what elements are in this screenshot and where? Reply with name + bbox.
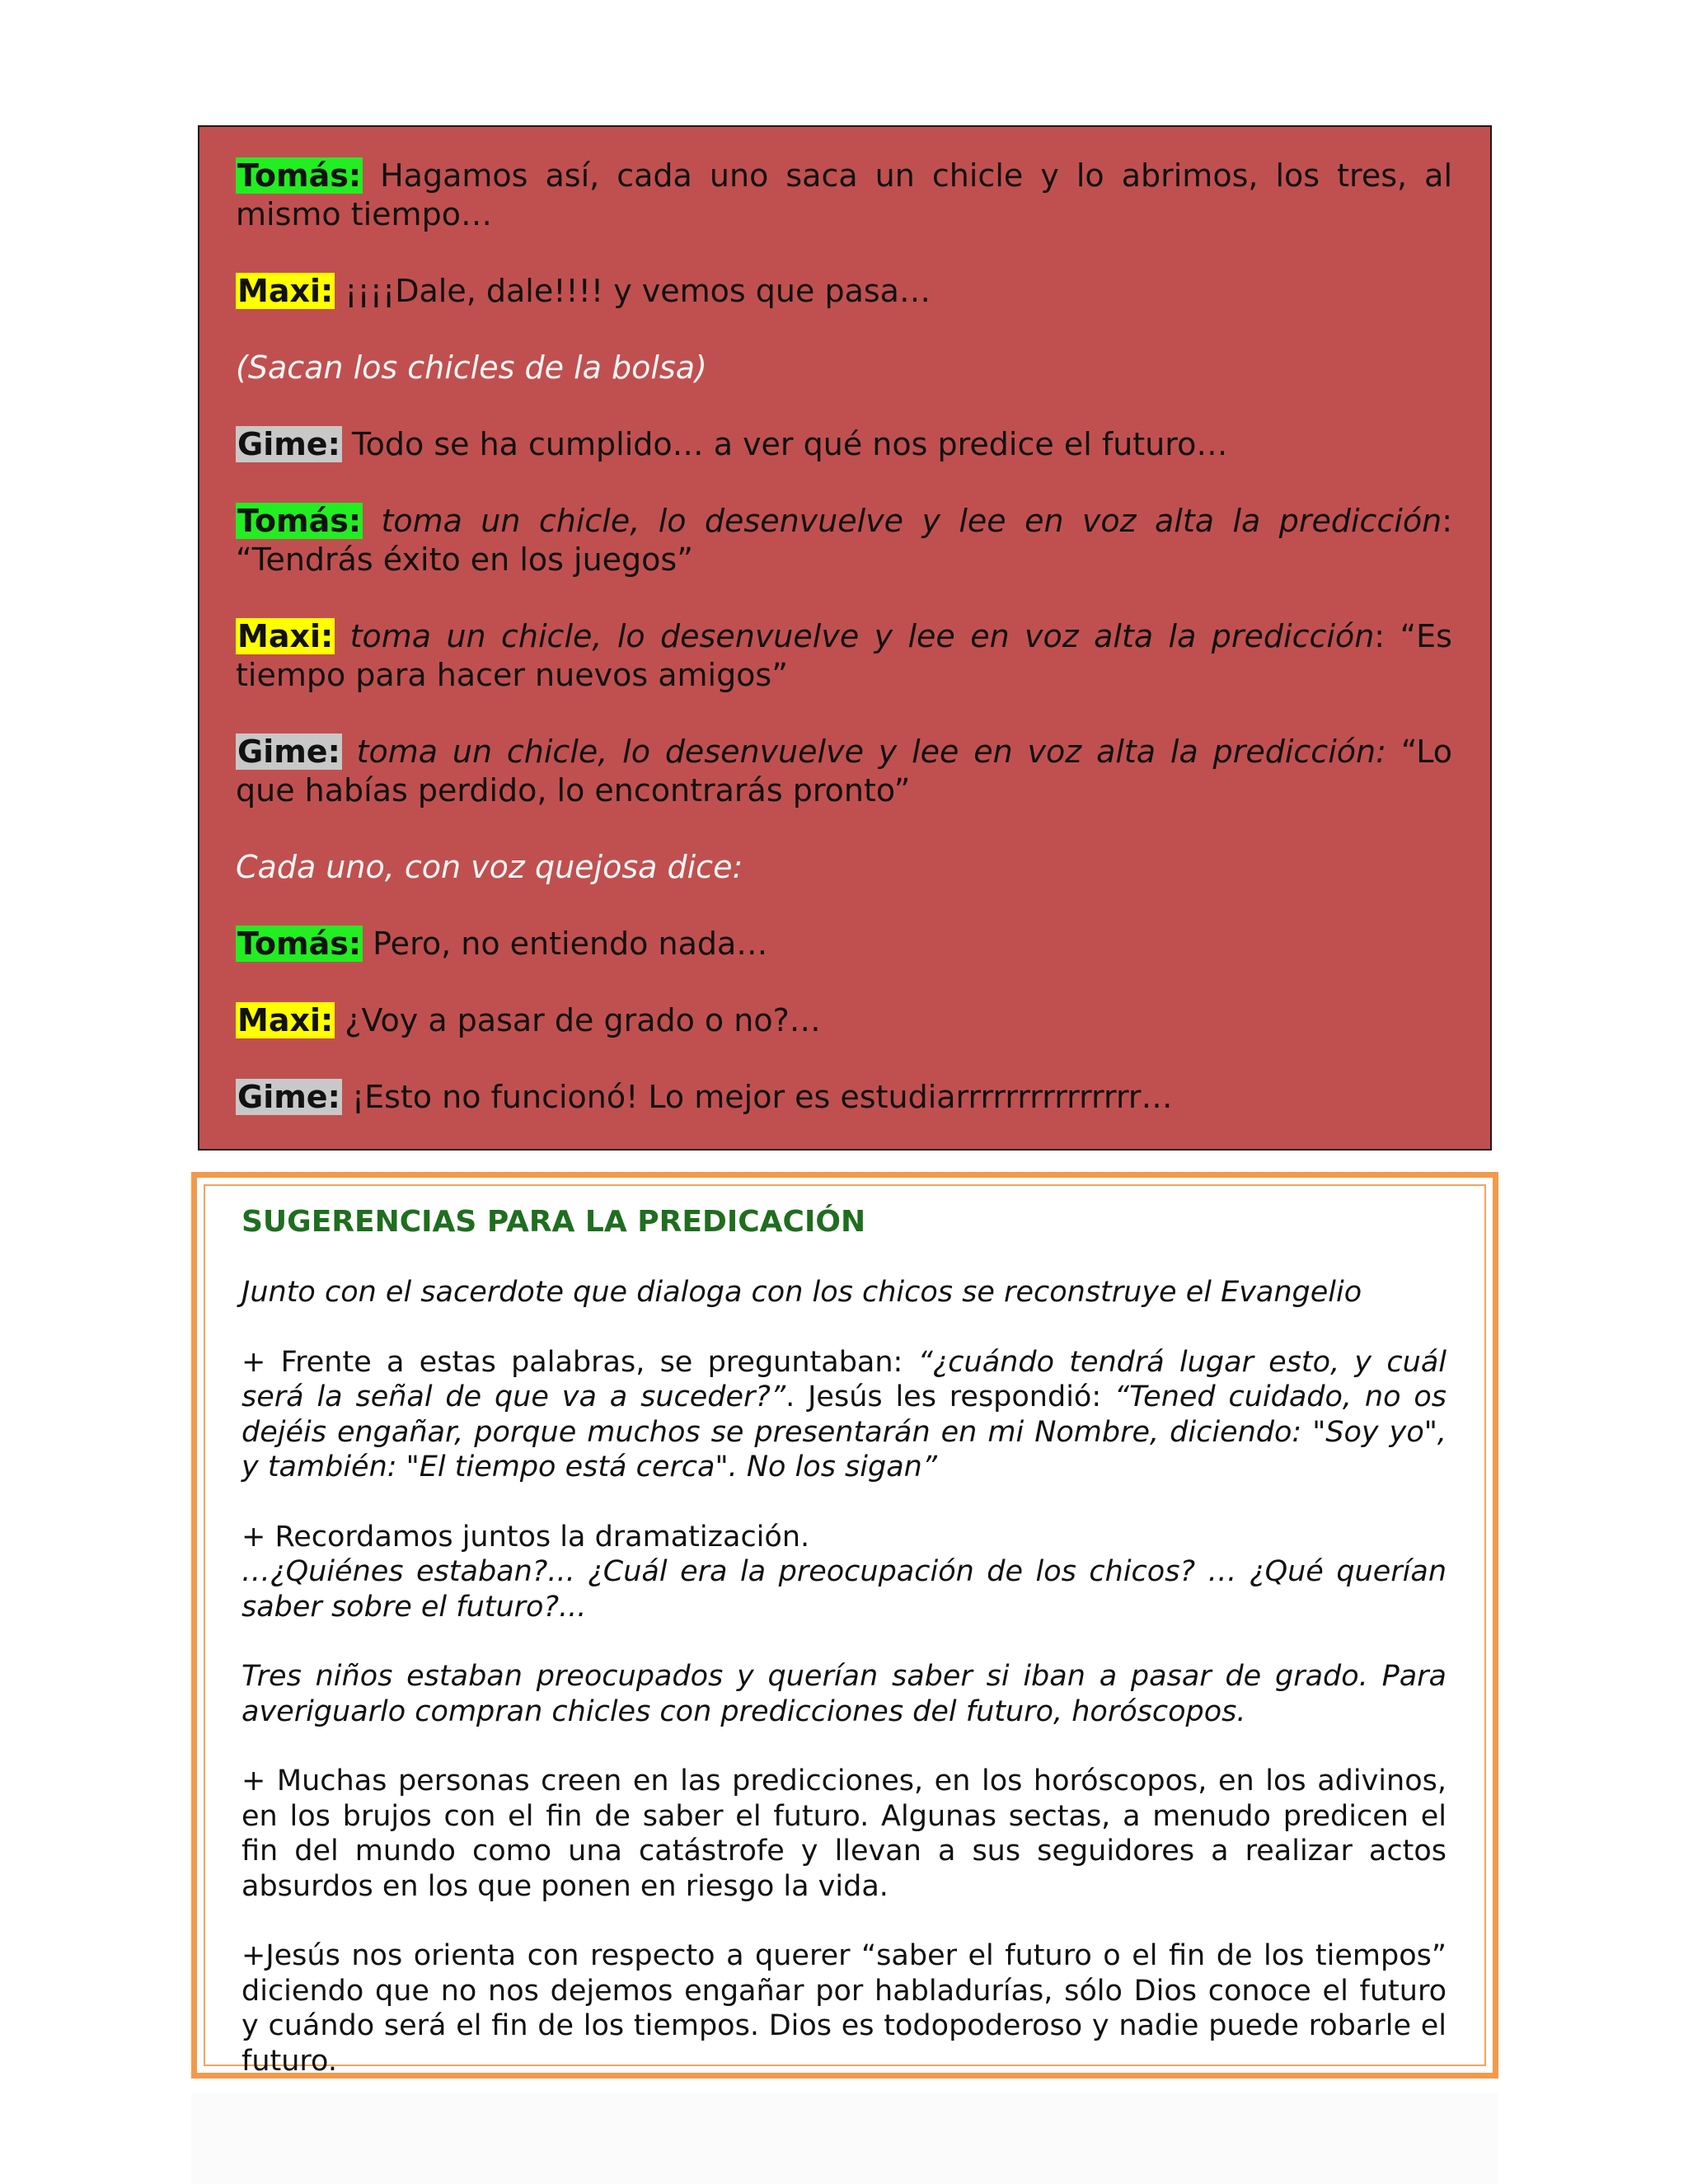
dialogue-text: : “Tendrás éxito en los juegos” [236,503,1452,578]
dialogue-text: ¡¡¡¡Dale, dale!!!! y vemos que pasa… [335,273,931,309]
dialogue-action: toma un chicle, lo desenvuelve y lee en voz alta la predicción [363,503,1442,539]
dialogue-line [236,733,1452,810]
suggestions-paragraph: Tres niños estaban preocupados y querían saber si iban a pasar de grado. Para averiguarlo compran chicles con predicciones del futuro, horóscopos. [241,1660,1447,1728]
paragraph-lead: + Recordamos juntos la dramatización. [241,1520,810,1554]
suggestions-paragraph: + Muchas personas creen en las predicciones, en los horóscopos, en los adivinos, en los brujos con el fin de saber el futuro. Algunas sectas, a menudo predicen el fin del mundo como una catástrofe y llevan a sus seguidores a realizar actos absurdos en los que ponen en riesgo la vida. [241,1765,1447,1903]
suggestions-box [191,1172,1498,2079]
dialogue-line [236,925,1452,963]
stage-direction: (Sacan los chicles de la bolsa) [236,349,707,386]
review-questions: …¿Quiénes estaban?... ¿Cuál era la preocupación de los chicos? … ¿Qué querían saber sobre el futuro?... [241,1555,1447,1624]
dialogue-line [236,617,1452,695]
speaker-tomas: Tomás: [237,926,362,962]
page-bottom-strip [191,2093,1498,2184]
gospel-question: “¿cuándo tendrá lugar esto, y cuál será la señal de que va a suceder?” [241,1345,1447,1413]
speaker-gime: Gime: [237,1079,340,1115]
speaker-gime: Gime: [237,733,340,770]
speaker-maxi: Maxi: [237,618,334,654]
speaker-tomas: Tomás: [237,503,362,539]
dialogue-text: ¡Esto no funcionó! Lo mejor es estudiarrrrrrrrrrrrrrr… [341,1079,1173,1115]
dialogue-text: ¿Voy a pasar de grado o no?… [335,1002,821,1038]
speaker-maxi: Maxi: [237,1002,334,1038]
dialogue-text: “Lo que habías perdido, lo encontrarás pronto” [236,733,1452,808]
paragraph-text: . Jesús les respondió: [785,1380,1114,1413]
stage-direction: Cada uno, con voz quejosa dice: [236,849,743,885]
dialogue-text: Pero, no entiendo nada… [363,926,768,962]
dramatization-box [198,125,1492,1151]
paragraph-lead: + Frente a estas palabras, se preguntaban: [241,1345,918,1379]
suggestions-intro: Junto con el sacerdote que dialoga con los chicos se reconstruye el Evangelio [241,1276,1362,1309]
dialogue-line [236,502,1452,579]
dialogue-line [236,157,1452,234]
dialogue-text: Hagamos así, cada uno saca un chicle y lo abrimos, los tres, al mismo tiempo… [236,157,1452,232]
dialogue-line [236,272,1452,311]
dialogue-text: : “Es tiempo para hacer nuevos amigos” [236,618,1452,693]
suggestions-paragraph: +Jesús nos orienta con respecto a querer “saber el futuro o el fin de los tiempos” diciendo que no nos dejemos engañar por habladurías, sólo Dios conoce el futuro y cuándo será el fin de los tiempos. Dios es todopoderoso y nadie puede robarle el futuro. [241,1939,1447,2078]
gospel-answer: “Tened cuidado, no os dejéis engañar, porque muchos se presentarán en mi Nombre, diciendo: "Soy yo", y también: "El tiempo está cerca". No los sigan” [241,1380,1447,1483]
suggestions-paragraph [241,1345,1447,1485]
dialogue-action: toma un chicle, lo desenvuelve y lee en voz alta la predicción: [341,733,1386,770]
speaker-tomas: Tomás: [237,157,362,194]
suggestions-title: SUGERENCIAS PARA LA PREDICACIÓN [241,1205,866,1239]
speaker-maxi: Maxi: [237,273,334,309]
speaker-gime: Gime: [237,426,340,462]
dialogue-line [236,1001,1452,1040]
dialogue-action: toma un chicle, lo desenvuelve y lee en voz alta la predicción [335,618,1375,654]
dialogue-line [236,1078,1452,1117]
dialogue-line [236,425,1452,464]
suggestions-paragraph [241,1520,1447,1625]
dialogue-text: Todo se ha cumplido… a ver qué nos predice el futuro… [341,426,1228,462]
suggestions-inner-frame [204,1184,1486,2078]
